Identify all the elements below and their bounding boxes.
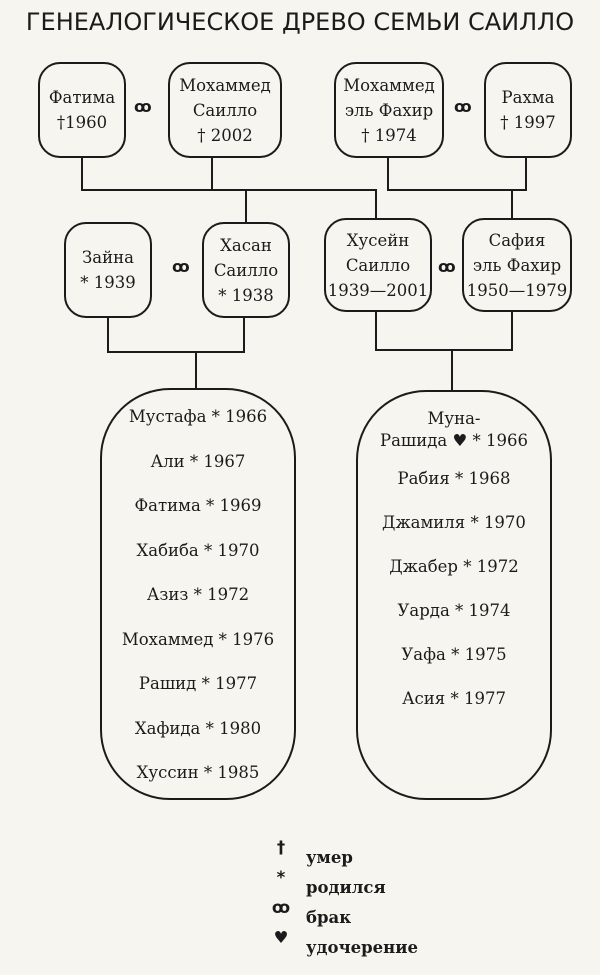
child-name: Хабиба * 1970: [136, 540, 260, 560]
children-group-left: [100, 388, 296, 800]
connector-g1-left: [82, 158, 212, 190]
person-dates: * 1939: [80, 273, 136, 292]
person-dates: † 1974: [361, 125, 417, 145]
person-dates: † 1997: [500, 113, 556, 132]
child-name: Хафида * 1980: [134, 718, 262, 738]
person-surname: эль Фахир: [472, 255, 562, 275]
person-surname: Саилло: [192, 100, 258, 120]
person-dates: †1960: [56, 113, 108, 132]
marriage-icon: ꝏ: [134, 97, 147, 116]
child-name: Али * 1967: [150, 451, 246, 471]
legend-symbol: ꝏ: [271, 898, 291, 917]
legend-symbol: *: [276, 868, 286, 887]
child-name: Джамиля * 1970: [382, 513, 526, 532]
connector-g2-left: [108, 318, 244, 352]
child-name: Рабия * 1968: [397, 469, 511, 488]
connector-g1-right: [388, 158, 526, 190]
person-name: Фатима: [48, 88, 116, 107]
children-group-right: [356, 390, 552, 800]
child-name: Рашида ♥ * 1966: [379, 431, 529, 450]
child-name: Хуссин * 1985: [136, 763, 260, 782]
page-title: ГЕНЕАЛОГИЧЕСКОЕ ДРЕВО СЕМЬИ САИЛЛО: [25, 8, 575, 36]
person-box-fatima: [38, 62, 126, 158]
legend-label: умер: [306, 848, 353, 867]
child-name: Азиз * 1972: [146, 585, 250, 604]
person-dates: 1939—2001: [327, 280, 429, 300]
person-dates: 1950—1979: [466, 280, 568, 300]
person-dates: * 1938: [218, 285, 274, 305]
child-name: Мустафа * 1966: [128, 407, 268, 426]
person-name: Мохаммед: [179, 75, 271, 95]
child-name: Мохаммед * 1976: [121, 629, 275, 649]
marriage-icon: ꝏ: [454, 97, 467, 116]
legend-symbol: †: [276, 838, 286, 857]
legend-label: родился: [306, 878, 386, 897]
child-name: Асия * 1977: [402, 689, 506, 708]
marriage-icon: ꝏ: [438, 257, 451, 276]
legend-symbol: ♥: [273, 928, 289, 947]
person-box-zaina: [64, 222, 152, 318]
person-box-mohammed-fakhir: [334, 62, 444, 158]
child-name: Джабер * 1972: [389, 557, 519, 576]
person-name: Рахма: [501, 88, 555, 107]
legend-label: брак: [306, 908, 352, 927]
person-box-khusein: [324, 218, 432, 312]
legend-label: удочерение: [306, 938, 418, 957]
connector-g2-right: [376, 312, 512, 350]
person-name: Хасан: [220, 235, 272, 255]
person-box-khasan: [202, 222, 290, 318]
child-name: Фатима * 1969: [134, 496, 262, 515]
person-name: Зайна: [82, 248, 134, 267]
child-name: Муна-: [427, 409, 481, 428]
person-surname: Саилло: [213, 260, 279, 280]
child-name: Уарда * 1974: [397, 601, 511, 620]
person-box-mohammed-saillo: [168, 62, 282, 158]
person-name: Сафия: [488, 230, 546, 250]
person-box-safia: [462, 218, 572, 312]
child-name: Рашид * 1977: [138, 674, 258, 693]
person-name: Хусейн: [346, 230, 410, 250]
person-surname: эль Фахир: [344, 100, 434, 120]
person-name: Мохаммед: [343, 75, 435, 95]
marriage-icon: ꝏ: [172, 257, 185, 276]
child-name: Уафа * 1975: [401, 645, 507, 664]
person-surname: Саилло: [345, 255, 411, 275]
person-box-rakhma: [484, 62, 572, 158]
person-dates: † 2002: [197, 125, 253, 145]
